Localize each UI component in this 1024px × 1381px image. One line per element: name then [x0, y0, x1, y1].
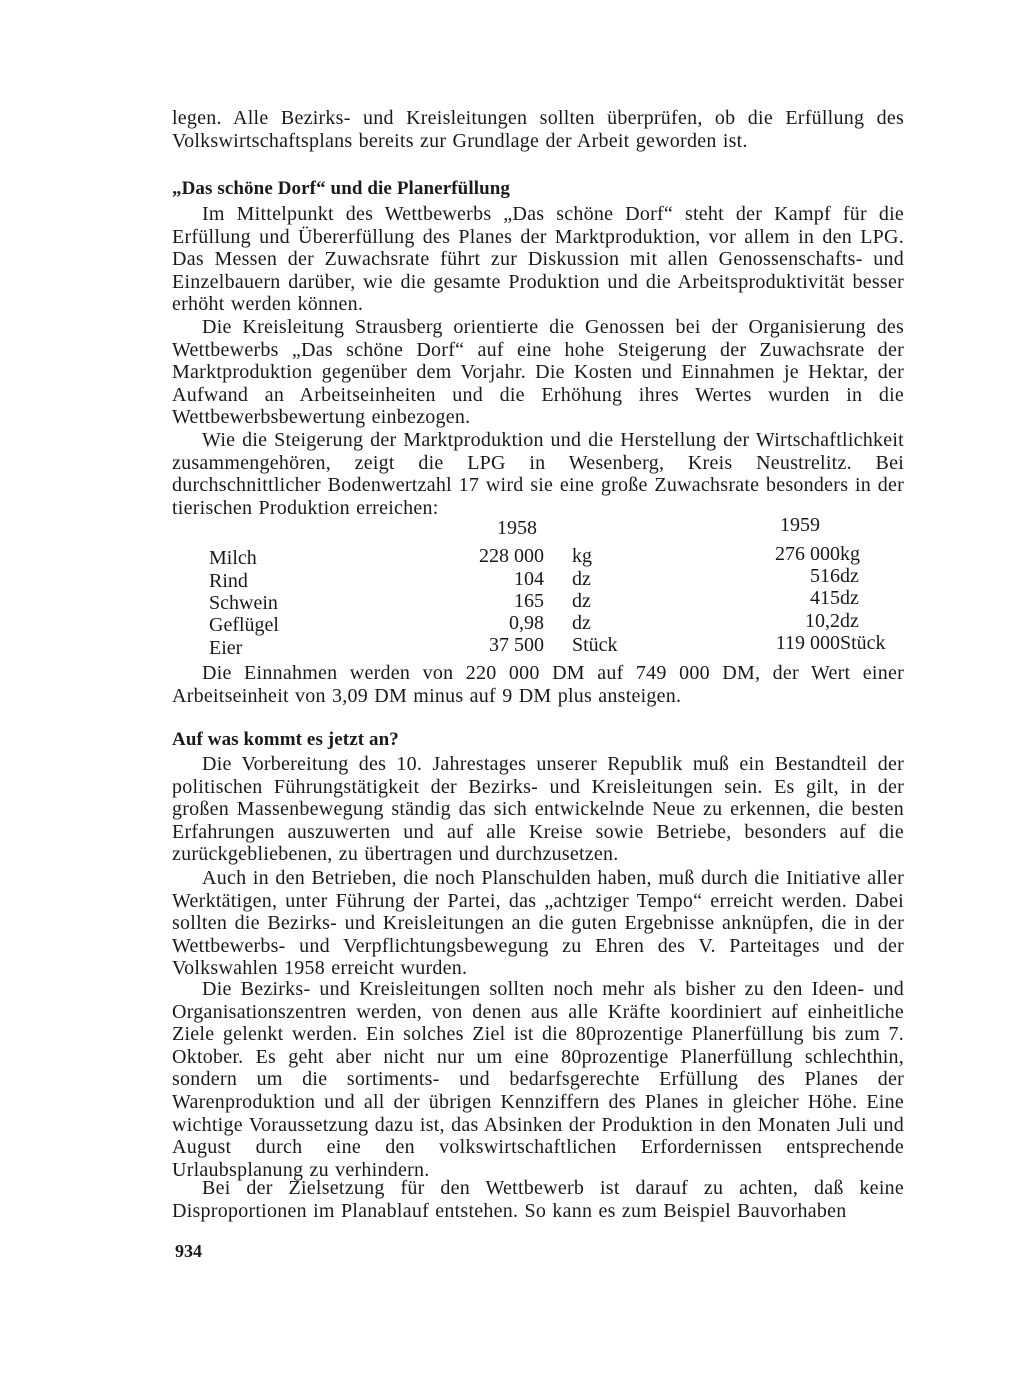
- paragraph: Die Einnahmen werden von 220 000 DM auf 749 000 DM, der Wert einer Arbeitseinheit von 3,09 DM minus auf 9 DM plus ansteigen.: [172, 662, 904, 707]
- table-row-label: Eier: [209, 637, 243, 659]
- paragraph: Die Kreisleitung Strausberg orientierte die Genossen bei der Organisierung des Wettbewerbs „Das schöne Dorf“ auf eine hohe Steigerung der Zuwachsrate der Marktproduktion gegenüber dem Vorjahr. Die Kosten und Einnahmen je Hektar, der Aufwand an Arbeitseinheiten und die Erhöhung ihres Wertes wurden in die Wettbewerbsbewertung einbezogen.: [172, 316, 904, 429]
- paragraph: Bei der Zielsetzung für den Wettbewerb ist darauf zu achten, daß keine Disproportionen im Planablauf entstehen. So kann es zum Beispiel Bauvorhaben: [172, 1177, 904, 1222]
- table-cell-unit: dz: [572, 612, 591, 634]
- table-cell-value: 0,98: [509, 612, 544, 634]
- production-table: [172, 514, 904, 659]
- table-row-label: Rind: [209, 570, 248, 592]
- section-heading: „Das schöne Dorf“ und die Planerfüllung: [172, 178, 511, 199]
- table-cell-unit: Stück: [572, 634, 618, 656]
- paragraph: Auch in den Betrieben, die noch Planschulden haben, muß durch die Initiative aller Werktätigen, unter Führung der Partei, das „achtziger Tempo“ erreicht werden. Dabei sollten die Bezirks- und Kreisleitungen an die guten Ergebnisse anknüpfen, die in der Wettbewerbs- und Verpflichtungsbewegung zu Ehren des V. Parteitages und der Volkswahlen 1958 erreicht wurden.: [172, 867, 904, 980]
- table-cell-unit: dz: [572, 568, 591, 590]
- table-cell-unit: kg: [572, 545, 592, 567]
- table-cell-value: 228 000: [479, 545, 544, 567]
- section-heading: Auf was kommt es jetzt an?: [172, 729, 399, 750]
- table-cell-value: 119 000: [775, 632, 840, 654]
- table-cell-value: 10,2: [805, 610, 840, 632]
- paragraph: Wie die Steigerung der Marktproduktion und die Herstellung der Wirtschaftlichkeit zusammengehören, zeigt die LPG in Wesenberg, Kreis Neustrelitz. Bei durchschnittlicher Bodenwertzahl 17 wird sie eine große Zuwachsrate besonders in der tierischen Produktion erreichen:: [172, 429, 904, 519]
- table-cell-unit: Stück: [840, 632, 886, 654]
- table-row-label: Geflügel: [209, 614, 279, 636]
- table-cell-value: 37 500: [489, 634, 544, 656]
- table-cell-value: 276 000: [775, 543, 840, 565]
- paragraph: Die Vorbereitung des 10. Jahrestages unserer Republik muß ein Bestandteil der politischen Führungstätigkeit der Bezirks- und Kreisleitungen sein. Es gilt, in der großen Massenbewegung ständig das sich entwickelnde Neue zu erkennen, die besten Erfahrungen auszuwerten und auf alle Kreise sowie Betriebe, besonders auf die zurückgebliebenen, zu übertragen und durchzusetzen.: [172, 753, 904, 866]
- table-cell-value: 104: [514, 568, 544, 590]
- paragraph: Im Mittelpunkt des Wettbewerbs „Das schöne Dorf“ steht der Kampf für die Erfüllung und Übererfüllung des Planes der Marktproduktion, vor allem in den LPG. Das Messen der Zuwachsrate führt zur Diskussion mit allen Genossenschafts- und Einzelbauern darüber, wie die gesamte Produktion und die Arbeitsproduktivität besser erhöht werden können.: [172, 203, 904, 316]
- page-number: 934: [175, 1241, 202, 1261]
- paragraph: legen. Alle Bezirks- und Kreisleitungen sollten überprüfen, ob die Erfüllung des Volkswirtschaftsplans bereits zur Grundlage der Arbeit geworden ist.: [172, 107, 904, 152]
- table-header-year: 1959: [780, 514, 820, 536]
- table-header-year: 1958: [497, 517, 537, 539]
- table-cell-unit: dz: [572, 590, 591, 612]
- paragraph: Die Bezirks- und Kreisleitungen sollten noch mehr als bisher zu den Ideen- und Organisationszentren werden, von denen aus alle Kräfte koordiniert auf einheitliche Ziele gelenkt werden. Ein solches Ziel ist die 80prozentige Planerfüllung bis zum 7. Oktober. Es geht aber nicht nur um eine 80prozentige Planerfüllung schlechthin, sondern um die sortiments- und bedarfsgerechte Erfüllung des Planes der Warenproduktion und all der übrigen Kennziffern des Planes in gleicher Höhe. Eine wichtige Voraussetzung dazu ist, das Absinken der Produktion in den Monaten Juli und August durch eine den volkswirtschaftlichen Erfordernissen entsprechende Urlaubsplanung zu verhindern.: [172, 978, 904, 1181]
- table-cell-unit: dz: [840, 565, 859, 587]
- table-row-label: Schwein: [209, 592, 278, 614]
- table-cell-unit: dz: [840, 610, 859, 632]
- table-row-label: Milch: [209, 547, 257, 569]
- table-cell-value: 516: [810, 565, 840, 587]
- table-cell-unit: dz: [840, 587, 859, 609]
- table-cell-value: 415: [810, 587, 840, 609]
- table-cell-unit: kg: [840, 543, 860, 565]
- table-cell-value: 165: [514, 590, 544, 612]
